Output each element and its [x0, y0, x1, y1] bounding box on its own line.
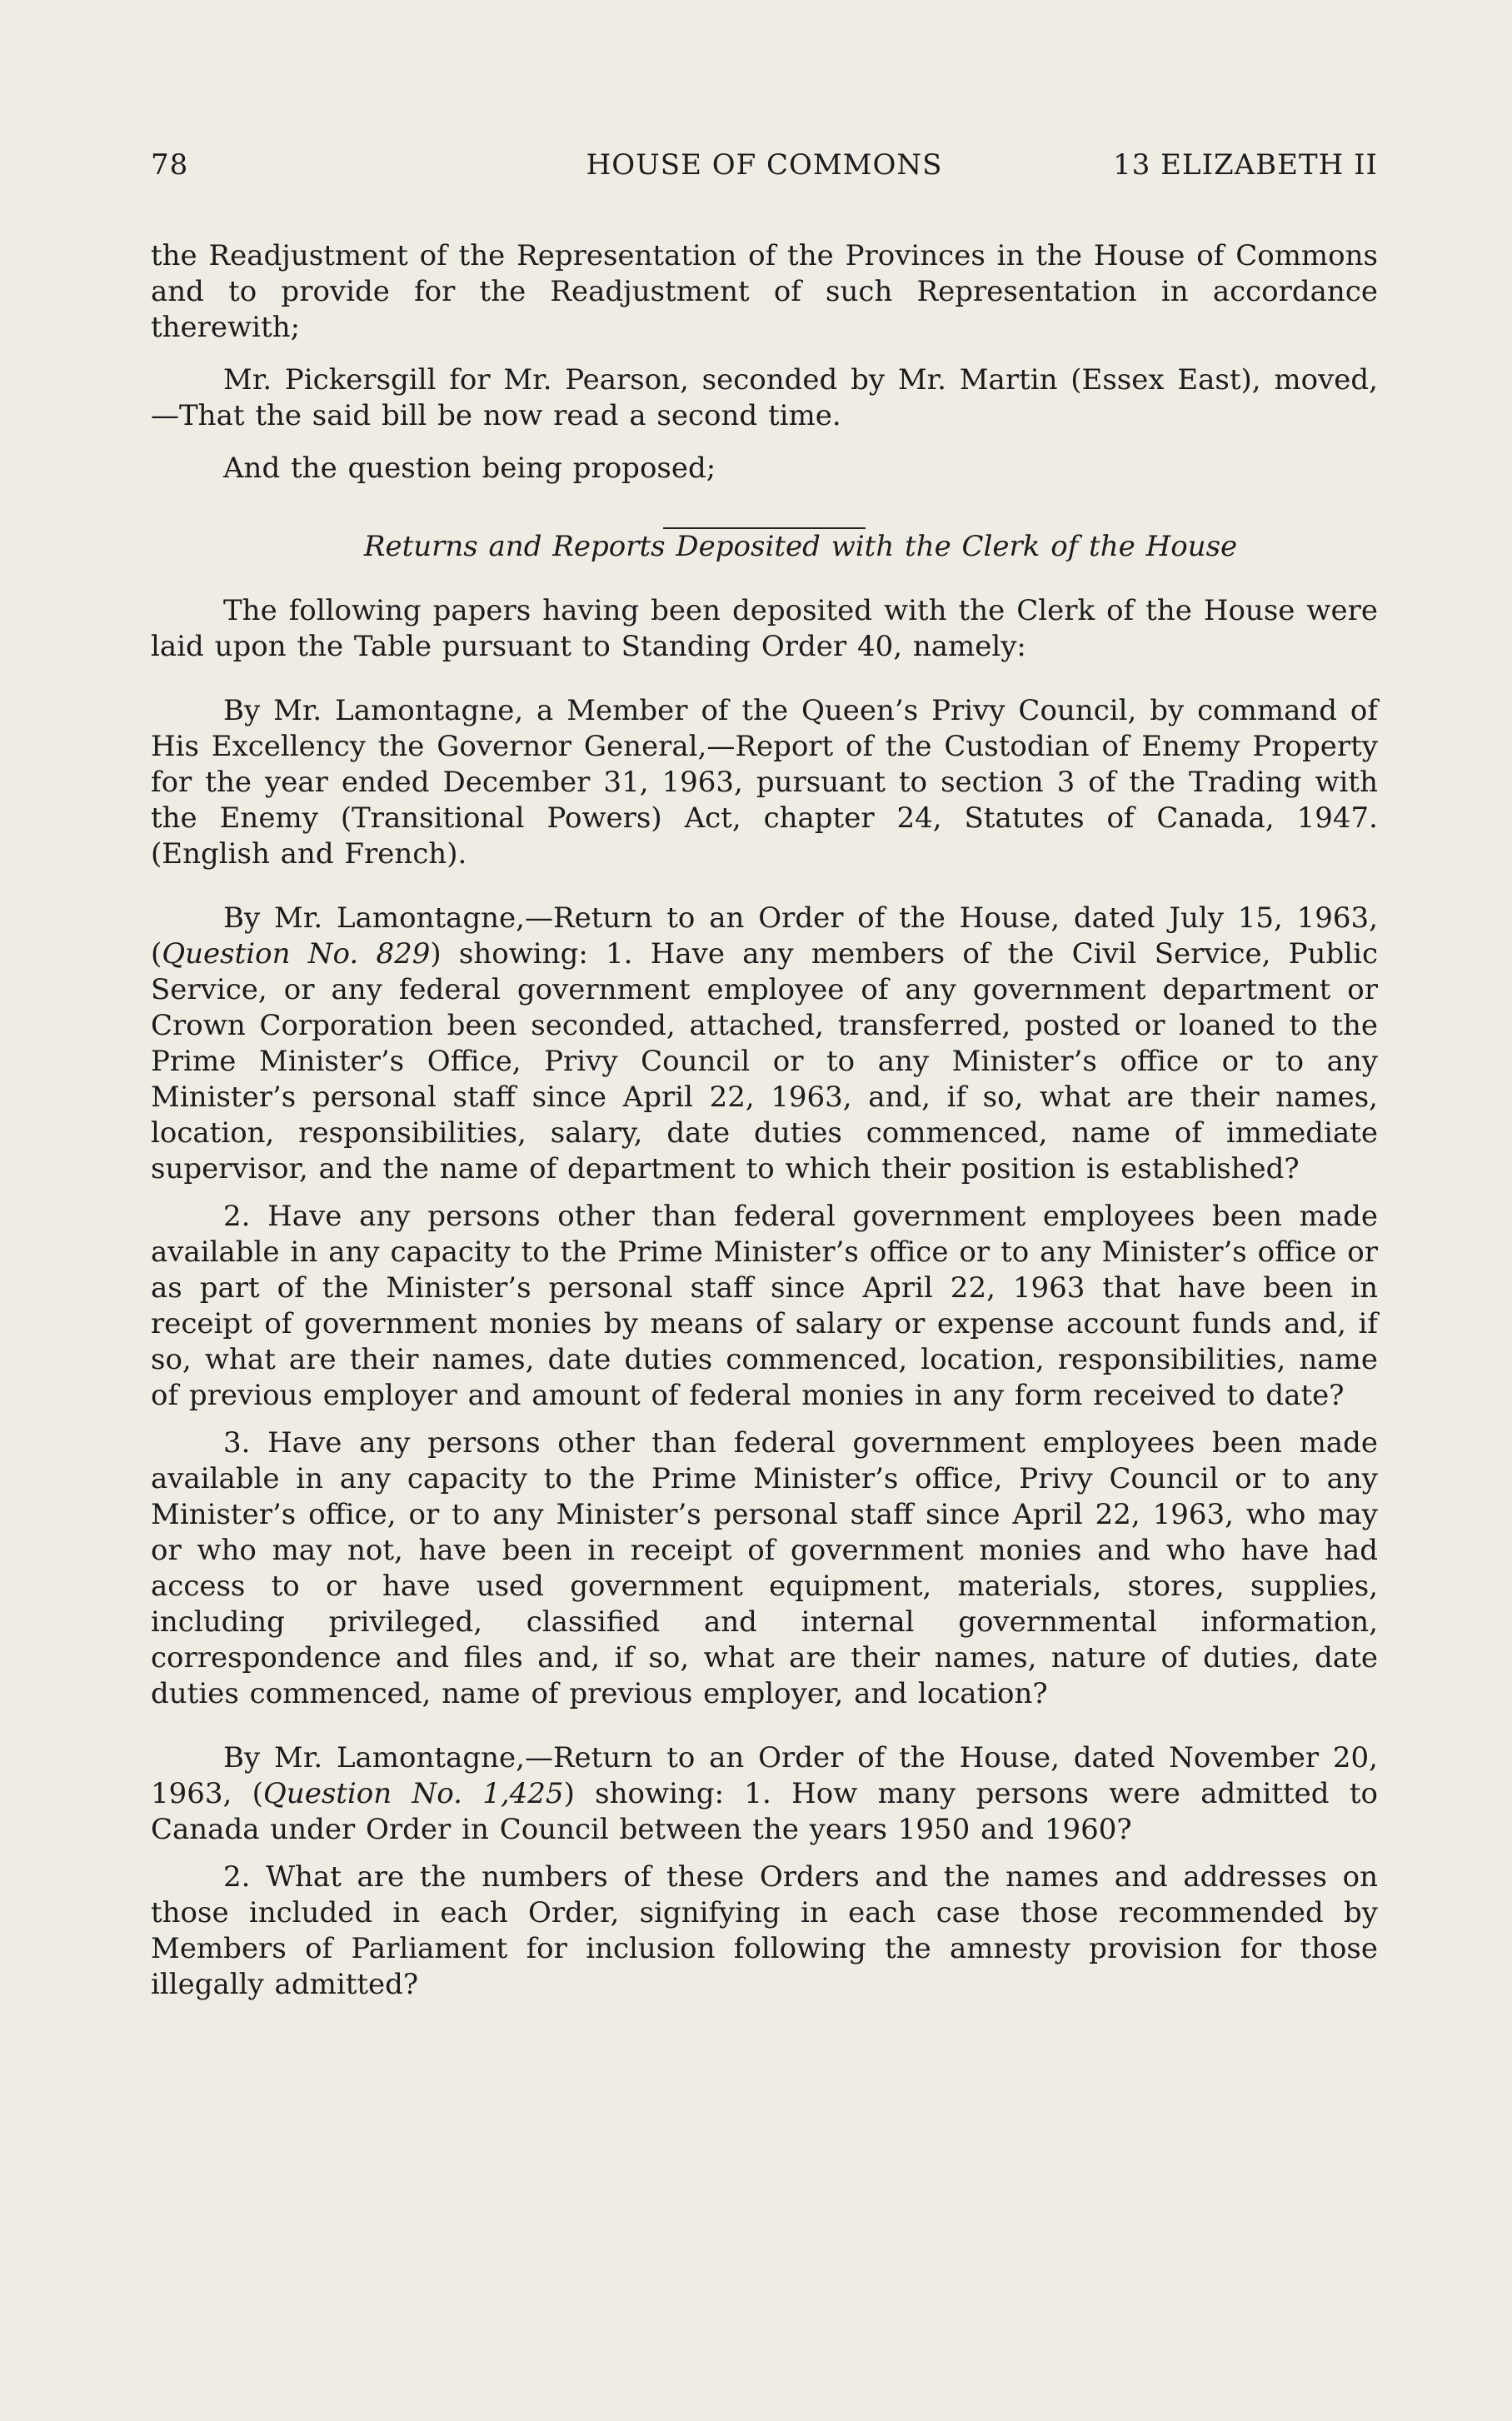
paragraph-custodian-report: By Mr. Lamontagne, a Member of the Queen’s Privy Council, by command of His Excellency the Governor General,—Report of the Custodian of Enemy Property for the year ended December 31, 1963, pursuant to section 3 of the Trading with the Enemy (Transitional Powers) Act, chapter 24, Statutes of Canada, 1947. (English and French).: [151, 694, 1378, 871]
return-829-intro: By Mr. Lamontagne,—Return to an Order of the House, dated July 15, 1963, (: [151, 901, 1378, 971]
paragraph-papers-deposited: The following papers having been deposited with the Clerk of the House were laid upon the Table pursuant to Standing Order 40, namely:: [151, 594, 1378, 663]
page-header: [151, 148, 1378, 187]
paragraph-question-2: 2. Have any persons other than federal government employees been made available in any capacity to the Prime Minister’s office or to any Minister’s office or as part of the Minister’s personal staff since April 22, 1963 that have been in receipt of government monies by means of salary or expense account funds and, if so, what are their names, date duties commenced, location, responsibilities, name of previous employer and amount of federal monies in any form received to date?: [151, 1200, 1378, 1412]
paragraph-return-829: [151, 901, 1378, 1187]
paragraph-question-3: 3. Have any persons other than federal government employees been made available in any capacity to the Prime Minister’s office, Privy Council or to any Minister’s office, or to any Minister’s personal staff since April 22, 1963, who may or who may not, have been in receipt of government monies and who have had access to or have used government equipment, materials, stores, supplies, including privileged, classified and internal governmental information, correspondence and files and, if so, what are their names, nature of duties, date duties commenced, name of previous employer, and location?: [151, 1426, 1378, 1710]
question-number-1425: Question No. 1,425: [262, 1777, 564, 1810]
return-1425-body: ) showing: 1. How many persons were admitted to Canada under Order in Council between the years 1950 and 1960?: [151, 1777, 1378, 1846]
section-title: Returns and Reports Deposited with the Clerk of the House: [363, 530, 1238, 563]
page-body: [151, 238, 1378, 2003]
return-829-body: ) showing: 1. Have any members of the Civil Service, Public Service, or any federal government employee of any government department or Crown Corporation been seconded, attached, transferred, posted or loaned to the Prime Minister’s Office, Privy Council or to any Minister’s office or to any Minister’s personal staff since April 22, 1963, and, if so, what are their names, location, responsibilities, salary, date duties commenced, name of immediate supervisor, and the name of department to which their position is established?: [151, 937, 1378, 1186]
paragraph-motion: Mr. Pickersgill for Mr. Pearson, seconded by Mr. Martin (Essex East), moved,—That the said bill be now read a second time.: [151, 363, 1378, 432]
page-number: 78: [151, 148, 189, 182]
paragraph-orders-question: 2. What are the numbers of these Orders and the names and addresses on those included in each Order, signifying in each case those recommended by Members of Parliament for inclusion following the amnesty provision for those illegally admitted?: [151, 1860, 1378, 2001]
regnal-year: 13 ELIZABETH II: [1113, 148, 1378, 182]
paragraph-return-1425: [151, 1740, 1378, 1848]
paragraph-question-proposed: And the question being proposed;: [223, 452, 716, 485]
question-number-829: Question No. 829: [162, 937, 431, 971]
return-1425-intro: By Mr. Lamontagne,—Return to an Order of the House, dated November 20, 1963, (: [151, 1741, 1378, 1810]
paragraph-continuation: the Readjustment of the Representation of the Provinces in the House of Commons and to provide for the Readjustment of such Representation in accordance therewith;: [151, 239, 1378, 344]
running-title: HOUSE OF COMMONS: [586, 148, 943, 182]
